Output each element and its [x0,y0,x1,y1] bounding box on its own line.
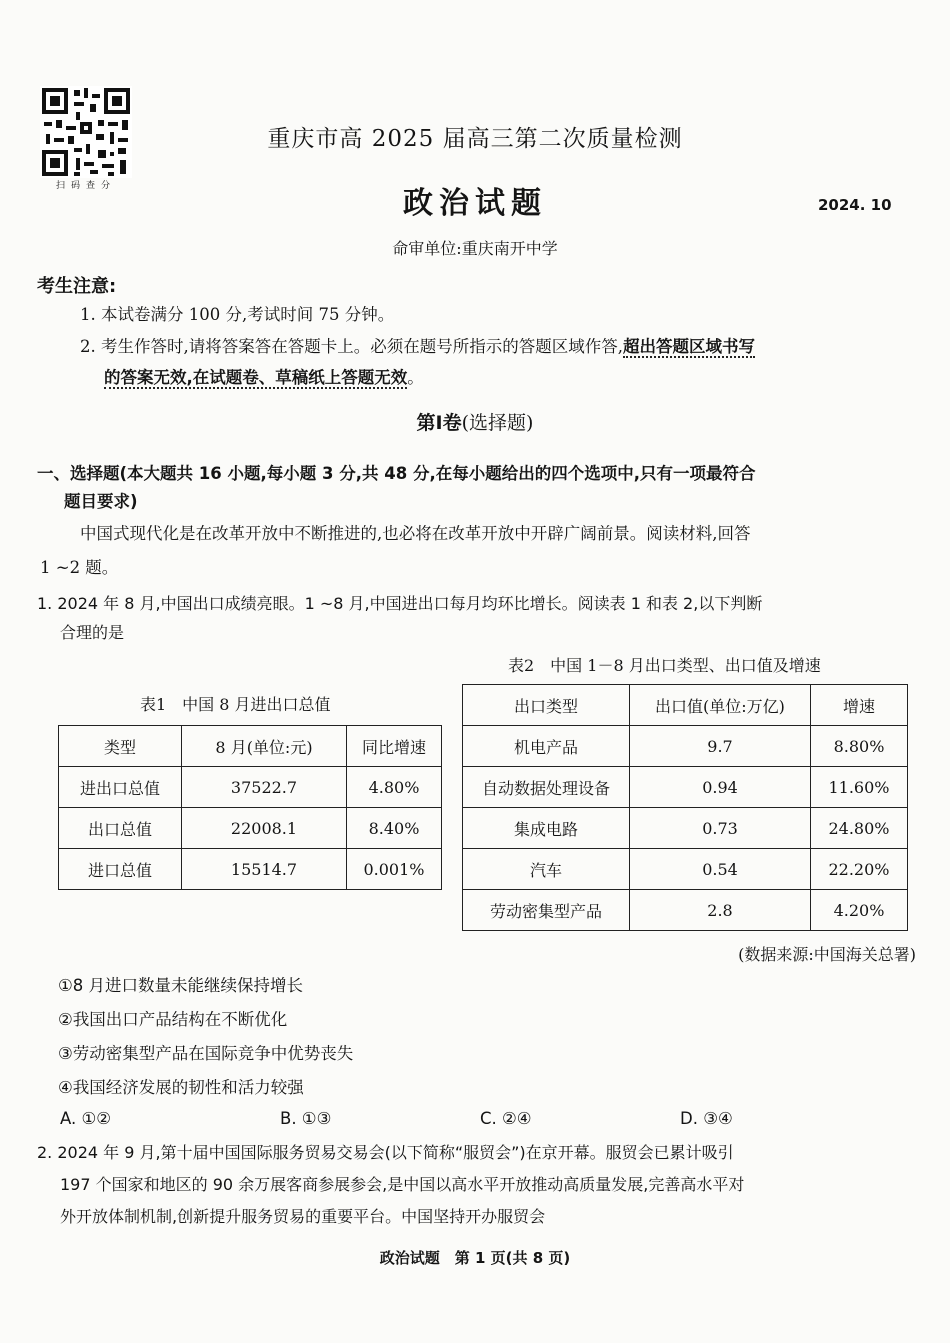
table2-cell: 9.7 [630,726,811,767]
q2-stem-line3: 外开放体制机制,创新提升服务贸易的重要平台。中国坚持开办服贸会 [60,1207,546,1226]
table1-cell: 15514.7 [182,849,347,890]
option-c: C. ②④ [480,1109,532,1128]
table2-cell: 集成电路 [463,808,630,849]
table-row [463,849,908,890]
table1-cell: 8.40% [347,808,442,849]
table1-cell: 进口总值 [59,849,182,890]
table1-cell: 出口总值 [59,808,182,849]
table-row [59,849,442,890]
q2-stem-line1: 2. 2024 年 9 月,第十届中国国际服务贸易交易会(以下简称“服贸会”)在京开幕。服贸会已累计吸引 [37,1143,734,1162]
table1-cell: 22008.1 [182,808,347,849]
table2-cell: 8.80% [811,726,908,767]
author-unit: 命审单位:重庆南开中学 [392,239,558,258]
table1-cell: 0.001% [347,849,442,890]
statement-1: ①8 月进口数量未能继续保持增长 [58,976,304,995]
table2-cell: 0.54 [630,849,811,890]
qr-caption: 扫码查分 [55,181,116,191]
statement-3: ③劳动密集型产品在国际竞争中优势丧失 [58,1044,354,1063]
table2-header-row [463,685,908,726]
notice-title: 考生注意: [37,276,117,297]
material-intro-line2: 1 ~2 题。 [40,558,119,577]
notice-item-2-cont [104,364,424,392]
q1-stem-line2: 合理的是 [60,623,125,642]
table2-cell: 劳动密集型产品 [463,890,630,931]
table-row [463,890,908,931]
material-intro-line1: 中国式现代化是在改革开放中不断推进的,也必将在改革开放中开辟广阔前景。阅读材料,回答 [80,524,751,543]
subject-title: 政治试题 [403,186,547,221]
option-d: D. ③④ [680,1109,733,1128]
table2-cell: 0.94 [630,767,811,808]
table2-cell: 汽车 [463,849,630,890]
option-a: A. ①② [60,1109,112,1128]
table2-cell: 机电产品 [463,726,630,767]
table1-header-row [59,726,442,767]
table2-cell: 22.20% [811,849,908,890]
option-b: B. ①③ [280,1109,332,1128]
table-row [59,808,442,849]
question-type-header-line2: 题目要求) [64,492,138,511]
exam-title: 重庆市高 2025 届高三第二次质量检测 [267,126,683,152]
notice-item-2-text: 2. 考生作答时,请将答案答在答题卡上。必须在题号所指示的答题区域作答, [80,337,623,356]
notice-item-2-emphasis-2: 的答案无效,在试题卷、草稿纸上答题无效 [104,368,408,387]
table2-cell: 4.20% [811,890,908,931]
table1-header-cell: 类型 [59,726,182,767]
table2-caption: 表2 中国 1－8 月出口类型、出口值及增速 [508,656,821,675]
table1-header-cell: 8 月(单位:元) [182,726,347,767]
table2-cell: 24.80% [811,808,908,849]
table-row [59,767,442,808]
table2-cell: 11.60% [811,767,908,808]
data-source: (数据来源:中国海关总署) [738,945,916,964]
table-row [463,808,908,849]
table2-cell: 2.8 [630,890,811,931]
table1-header-cell: 同比增速 [347,726,442,767]
q1-stem-line1: 1. 2024 年 8 月,中国出口成绩亮眼。1 ~8 月,中国进出口每月均环比增长。阅读表 1 和表 2,以下判断 [37,594,763,613]
section-title-sub: (选择题) [461,412,534,434]
notice-item-2 [80,333,755,361]
question-type-header [37,460,917,516]
table2-header-cell: 增速 [811,685,908,726]
question-type-header-line1: 一、选择题(本大题共 16 小题,每小题 3 分,共 48 分,在每小题给出的四个选项中,只有一项最符合 [37,464,756,483]
table1-caption: 表1 中国 8 月进出口总值 [140,695,331,714]
statement-2: ②我国出口产品结构在不断优化 [58,1010,288,1029]
table1-cell: 37522.7 [182,767,347,808]
notice-item-2-end: 。 [407,368,424,387]
table2-cell: 0.73 [630,808,811,849]
notice-item-1: 1. 本试卷满分 100 分,考试时间 75 分钟。 [80,305,395,324]
table2-cell: 自动数据处理设备 [463,767,630,808]
section-title-main: 第Ⅰ卷 [416,412,462,434]
page-footer: 政治试题 第 1 页(共 8 页) [379,1249,571,1267]
table2 [462,684,908,931]
exam-date: 2024. 10 [818,196,892,214]
table2-header-cell: 出口类型 [463,685,630,726]
table1 [58,725,442,890]
q2-stem-line2: 197 个国家和地区的 90 余万展客商参展参会,是中国以高水平开放推动高质量发展,完善高水平对 [60,1175,745,1194]
notice-item-2-emphasis: 超出答题区域书写 [622,337,755,356]
section-title [0,408,950,435]
table1-cell: 进出口总值 [59,767,182,808]
table-row [463,726,908,767]
table-row [463,767,908,808]
table2-header-cell: 出口值(单位:万亿) [630,685,811,726]
table1-cell: 4.80% [347,767,442,808]
statement-4: ④我国经济发展的韧性和活力较强 [58,1078,304,1097]
